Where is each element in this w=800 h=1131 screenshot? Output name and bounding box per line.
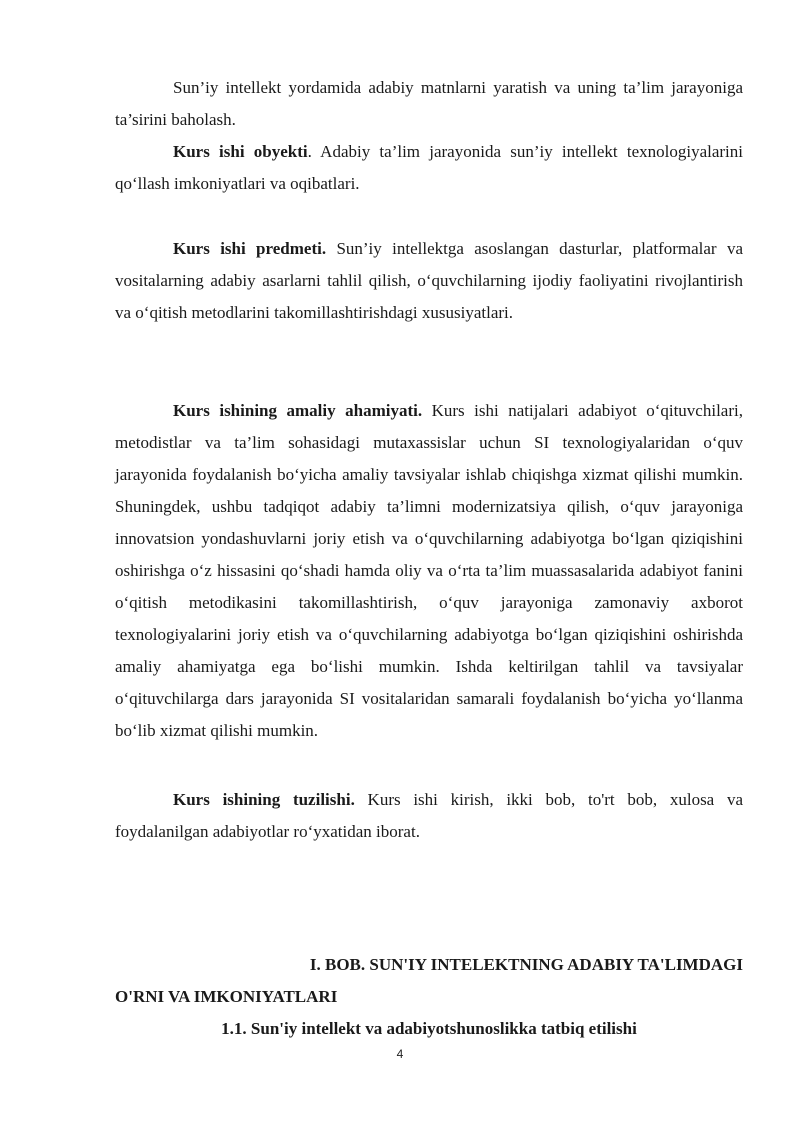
- paragraph-subject-lead: Kurs ishi predmeti.: [173, 239, 327, 258]
- paragraph-significance-text: Kurs ishi natijalari adabiyot o‘qituvchilari, metodistlar va ta’lim sohasidagi mutaxassislar uchun SI texnologiyalaridan o‘quv jarayonida foydalanish bo‘yicha amaliy tavsiyalar ishlab chiqishga xizmat qilishi mumkin. Shuningdek, ushbu tadqiqot adabiy ta’limni modernizatsiya qilish, o‘quv jarayoniga innovatsion yondashuvlarni joriy etish va o‘quvchilarning adabiyotga bo‘lgan qiziqishini oshirishga o‘z hissasini qo‘shadi hamda oliy va o‘rta ta’lim muassasalarida adabiyot fanini o‘qitish metodikasini takomillashtirish, o‘quv jarayoniga zamonaviy axborot texnologiyalarini joriy etish va o‘quvchilarning adabiyotga bo‘lgan qiziqishini oshirishda amaliy ahamiyatga ega bo‘lishi mumkin. Ishda keltirilgan tahlil va tavsiyalar o‘qituvchilarga dars jarayonida SI vositalaridan samarali foydalanish bo‘yicha yo‘llanma bo‘lib xizmat qilishi mumkin.: [115, 401, 743, 740]
- paragraph-object: [115, 136, 743, 200]
- paragraph-significance: [115, 395, 743, 747]
- paragraph-subject: [115, 233, 743, 329]
- paragraph-subject-text: Sun’iy intellektga asoslangan dasturlar, platformalar va vositalarning adabiy asarlarni tahlil qilish, o‘quvchilarning ijodiy faoliyatini rivojlantirish va o‘qitish metodlarini takomillashtirishdagi xususiyatlari.: [115, 239, 743, 322]
- paragraph-significance-lead: Kurs ishining amaliy ahamiyati.: [173, 401, 423, 420]
- paragraph-object-lead: Kurs ishi obyekti: [173, 142, 308, 161]
- section-heading: 1.1. Sun'iy intellekt va adabiyotshunoslikka tatbiq etilishi: [221, 1019, 637, 1038]
- chapter-title-line2: O'RNI VA IMKONIYATLARI: [115, 987, 338, 1006]
- paragraph-goal: [115, 72, 743, 136]
- chapter-heading: [115, 949, 743, 1013]
- page-number: 4: [396, 1047, 404, 1061]
- paragraph-goal-text: Sun’iy intellekt yordamida adabiy matnlarni yaratish va uning ta’lim jarayoniga ta’sirini baholash.: [115, 78, 743, 129]
- paragraph-structure: [115, 784, 743, 848]
- paragraph-structure-lead: Kurs ishining tuzilishi.: [173, 790, 355, 809]
- chapter-title-line1: I. BOB. SUN'IY INTELEKTNING ADABIY TA'LIMDAGI: [309, 955, 743, 974]
- paragraph-object-text: . Adabiy ta’lim jarayonida sun’iy intellekt texnologiyalarini qo‘llash imkoniyatlari va oqibatlari.: [115, 142, 743, 193]
- paragraph-structure-text: Kurs ishi kirish, ikki bob, to'rt bob, xulosa va foydalanilgan adabiyotlar ro‘yxatidan iborat.: [115, 790, 743, 841]
